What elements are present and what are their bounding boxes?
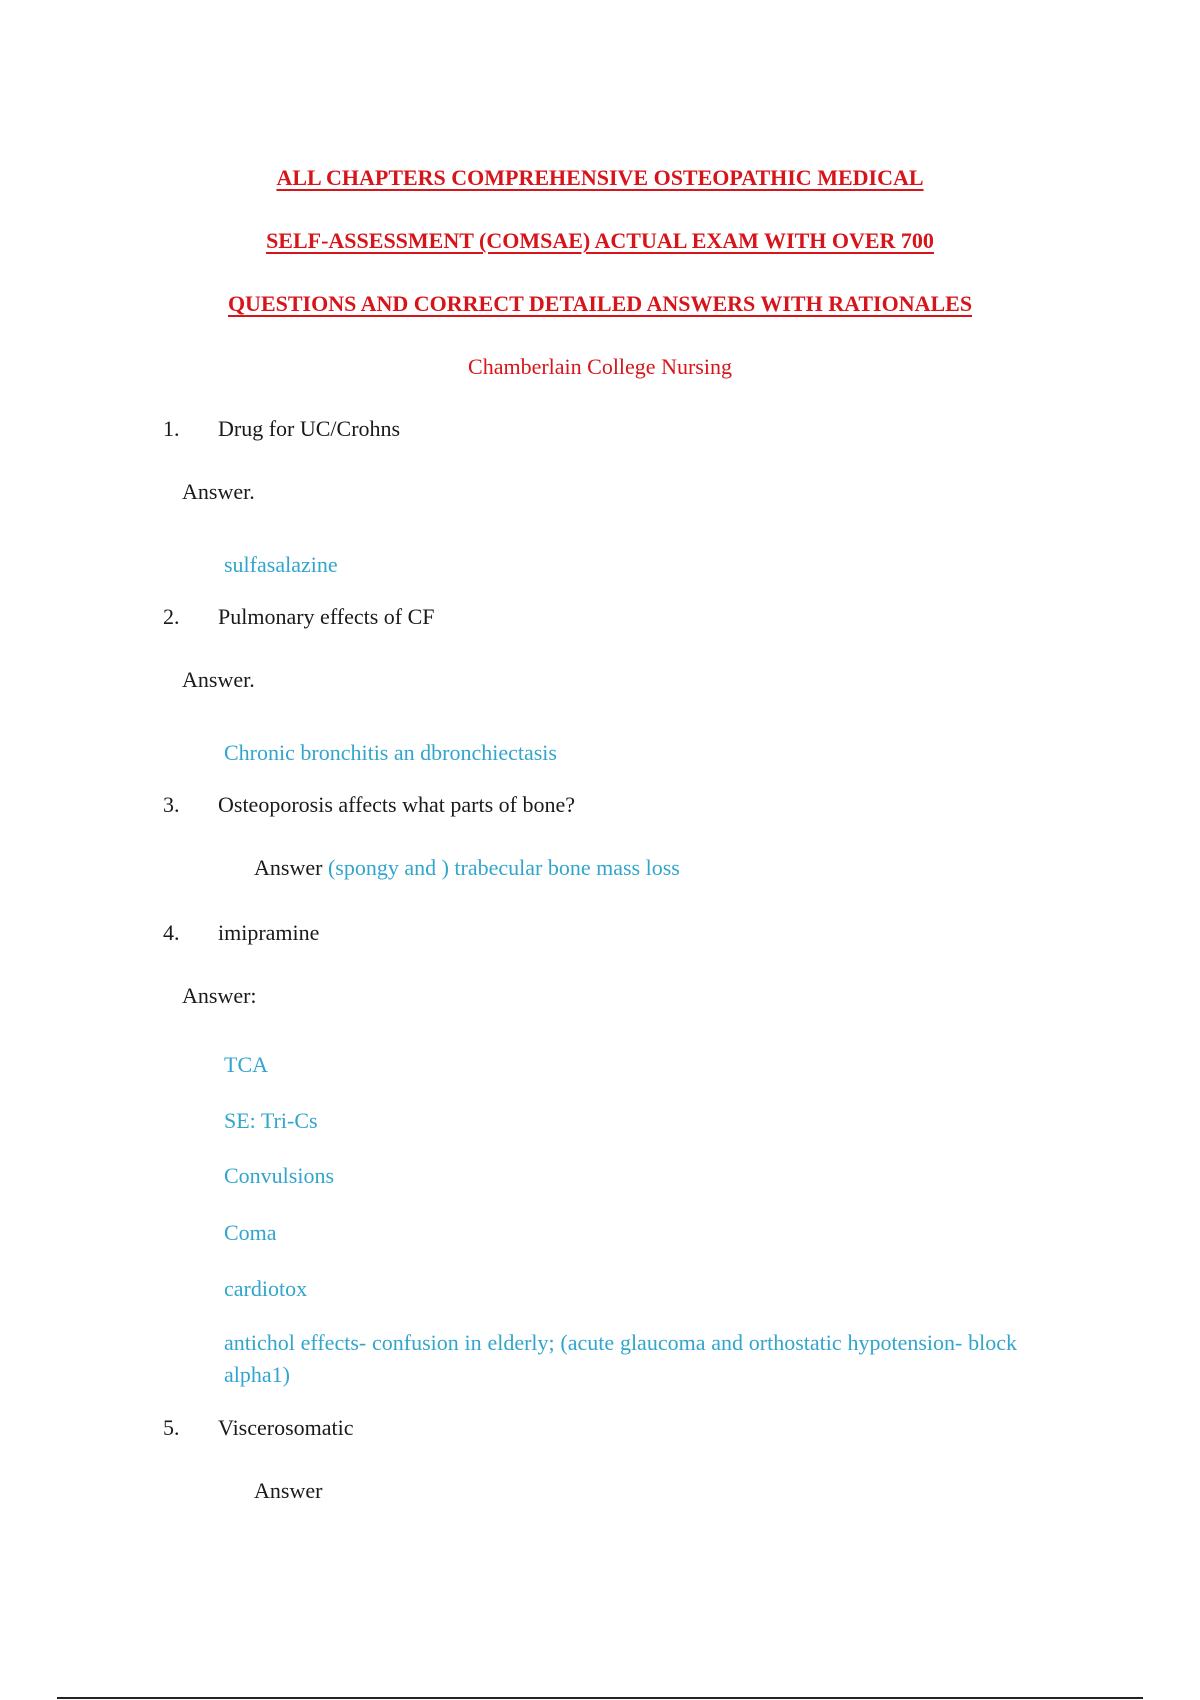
question-text: Viscerosomatic bbox=[218, 1415, 354, 1440]
document-title-line-2: SELF-ASSESSMENT (COMSAE) ACTUAL EXAM WITH OVER 700 bbox=[266, 228, 934, 253]
document-subtitle: Chamberlain College Nursing bbox=[468, 354, 732, 379]
answer-label-5: Answer bbox=[254, 1478, 323, 1503]
answer-label-1: Answer. bbox=[182, 479, 255, 504]
footer-divider bbox=[57, 1697, 1143, 1699]
question-number: 4. bbox=[163, 920, 180, 945]
answer-4-line-4: Coma bbox=[224, 1220, 277, 1245]
question-2 bbox=[163, 604, 435, 630]
question-number: 1. bbox=[163, 416, 180, 441]
document-title-line-1: ALL CHAPTERS COMPREHENSIVE OSTEOPATHIC MEDICAL bbox=[276, 165, 924, 190]
question-text: Osteoporosis affects what parts of bone? bbox=[218, 792, 575, 817]
answer-2-line-1: Chronic bronchitis an dbronchiectasis bbox=[224, 740, 557, 765]
answer-1-line-1: sulfasalazine bbox=[224, 552, 338, 577]
answer-4-line-2: SE: Tri-Cs bbox=[224, 1108, 318, 1133]
answer-label-3: Answer bbox=[254, 855, 323, 880]
question-text: imipramine bbox=[218, 920, 320, 945]
question-text: Pulmonary effects of CF bbox=[218, 604, 435, 629]
answer-4-line-6: antichol effects- confusion in elderly; (acute glaucoma and orthostatic hypotension- block alpha1) bbox=[224, 1330, 1017, 1387]
answer-3 bbox=[254, 855, 680, 881]
question-4 bbox=[163, 920, 319, 946]
answer-4-line-1: TCA bbox=[224, 1052, 268, 1077]
question-number: 5. bbox=[163, 1415, 180, 1440]
question-5 bbox=[163, 1415, 354, 1441]
answer-3-inline: (spongy and ) trabecular bone mass loss bbox=[327, 855, 680, 880]
answer-label-2: Answer. bbox=[182, 667, 255, 692]
question-text: Drug for UC/Crohns bbox=[218, 416, 401, 441]
question-number: 2. bbox=[163, 604, 180, 629]
document-title-line-3: QUESTIONS AND CORRECT DETAILED ANSWERS WITH RATIONALES bbox=[227, 291, 973, 316]
question-1 bbox=[163, 416, 400, 442]
question-number: 3. bbox=[163, 792, 180, 817]
answer-4-line-5: cardiotox bbox=[224, 1276, 308, 1301]
answer-label-4: Answer: bbox=[182, 983, 257, 1008]
answer-4-line-3: Convulsions bbox=[224, 1163, 335, 1188]
question-3 bbox=[163, 792, 575, 818]
